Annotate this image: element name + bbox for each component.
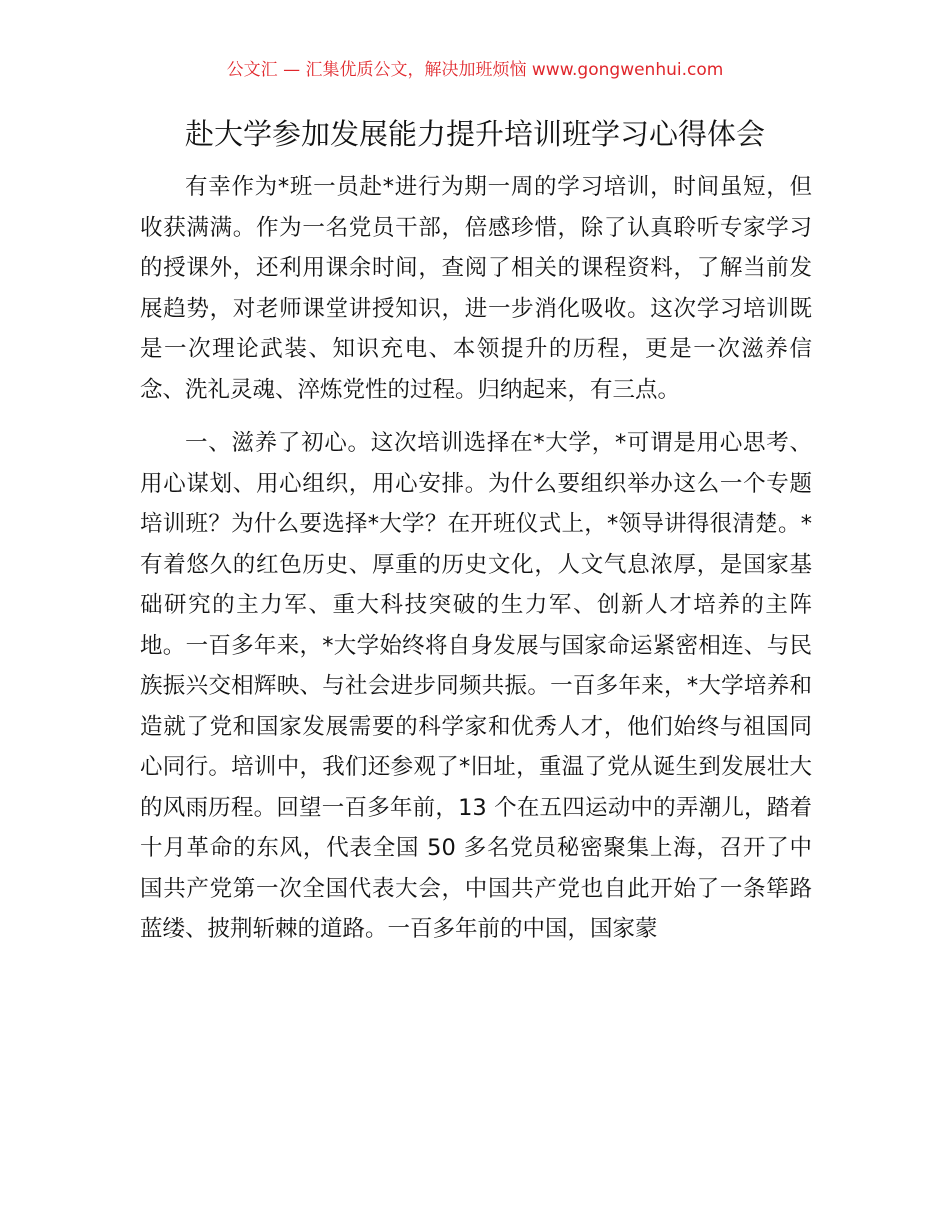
site-banner: 公文汇 — 汇集优质公文，解决加班烦恼 www.gongwenhui.com (226, 60, 724, 80)
document-title: 赴大学参加发展能力提升培训班学习心得体会 (184, 117, 765, 151)
paragraph-intro: 有幸作为*班一员赴*进行为期一周的学习培训，时间虽短，但收获满满。作为一名党员干部，倍感珍惜，除了认真聆听专家学习的授课外，还利用课余时间，查阅了相关的课程资料，了解当前发展趋势，对老师课堂讲授知识，进一步消化吸收。这次学习培训既是一次理论武装、知识充电、本领提升的历程，更是一次滋养信念、洗礼灵魂、淬炼党性的过程。归纳起来，有三点。 (140, 174, 812, 403)
document-body (140, 167, 812, 963)
paragraph-section-one: 一、滋养了初心。这次培训选择在*大学，*可谓是用心思考、用心谋划、用心组织，用心安排。为什么要组织举办这么一个专题培训班？为什么要选择*大学？在开班仪式上，*领导讲得很清楚。*有着悠久的红色历史、厚重的历史文化，人文气息浓厚，是国家基础研究的主力军、重大科技突破的生力军、创新人才培养的主阵地。一百多年来，*大学始终将自身发展与国家命运紧密相连、与民族振兴交相辉映、与社会进步同频共振。一百多年来，*大学培养和造就了党和国家发展需要的科学家和优秀人才，他们始终与祖国同心同行。培训中，我们还参观了*旧址，重温了党从诞生到发展壮大的风雨历程。回望一百多年前，13 个在五四运动中的弄潮儿，踏着十月革命的东风，代表全国 50 多名党员秘密聚集上海，召开了中国共产党第一次全国代表大会，中国共产党也自此开始了一条筚路蓝缕、披荆斩棘的道路。一百多年前的中国，国家蒙 (140, 430, 812, 942)
